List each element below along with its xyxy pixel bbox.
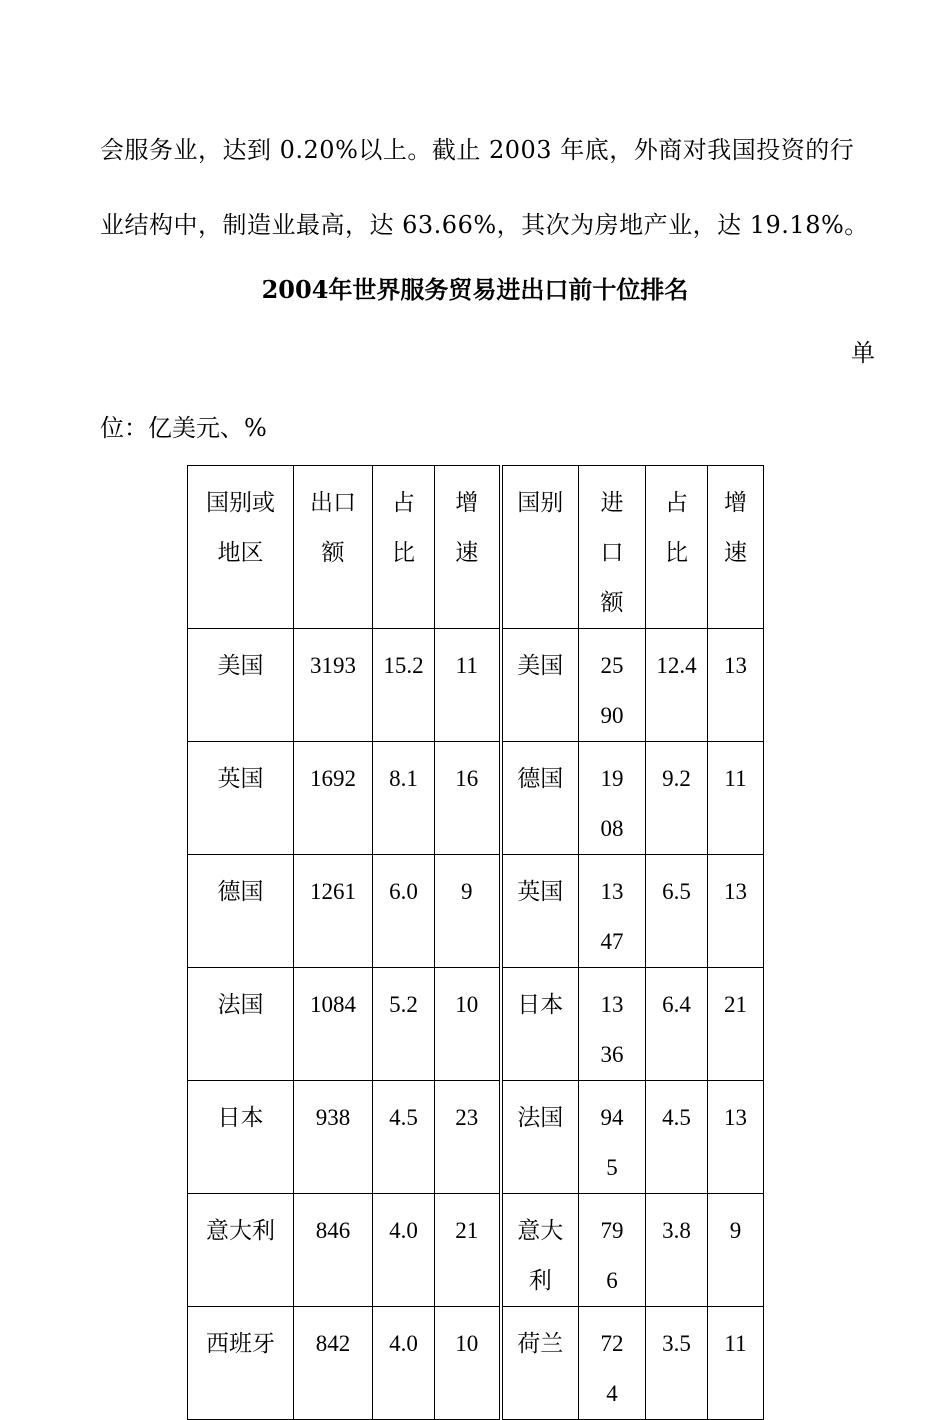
cell-imp-amount-text: 1908 (600, 766, 624, 841)
cell-exp-share (373, 1081, 435, 1194)
header-exp-country (188, 466, 294, 629)
cell-imp-country-text: 德国 (517, 766, 564, 791)
cell-imp-share (646, 742, 708, 855)
cell-imp-growth-text: 13 (724, 653, 747, 678)
cell-exp-share-text: 4.0 (389, 1331, 418, 1356)
cell-exp-country (188, 855, 294, 968)
cell-imp-share (646, 855, 708, 968)
cell-imp-amount (579, 1307, 646, 1420)
cell-imp-amount (579, 742, 646, 855)
cell-exp-growth (435, 855, 501, 968)
cell-imp-amount-text: 796 (600, 1218, 624, 1293)
cell-exp-growth (435, 1081, 501, 1194)
cell-imp-share-text: 12.4 (656, 653, 697, 678)
cell-imp-share-text: 4.5 (662, 1105, 691, 1130)
cell-exp-growth (435, 629, 501, 742)
cell-exp-share-text: 8.1 (389, 766, 418, 791)
cell-imp-growth-text: 11 (724, 766, 747, 791)
cell-imp-share (646, 1307, 708, 1420)
cell-exp-share (373, 968, 435, 1081)
cell-exp-country (188, 1194, 294, 1307)
cell-exp-country (188, 968, 294, 1081)
cell-exp-country (188, 1307, 294, 1420)
cell-exp-growth-text: 10 (455, 992, 479, 1017)
cell-imp-growth-text: 9 (729, 1218, 742, 1243)
cell-exp-amount-text: 846 (315, 1218, 351, 1243)
header-exp-share (373, 466, 435, 629)
cell-imp-country-text: 荷兰 (517, 1331, 564, 1356)
cell-imp-country (501, 629, 579, 742)
cell-exp-amount (294, 968, 373, 1081)
cell-exp-share-text: 4.5 (389, 1105, 418, 1130)
cell-exp-share (373, 855, 435, 968)
table-row (188, 968, 764, 1081)
cell-exp-country-text: 日本 (217, 1105, 264, 1130)
table-row (188, 742, 764, 855)
cell-exp-country-text: 意大利 (206, 1218, 275, 1243)
cell-imp-growth (708, 1307, 764, 1420)
cell-imp-country-text: 法国 (517, 1105, 564, 1130)
cell-exp-share (373, 1194, 435, 1307)
cell-imp-share (646, 1081, 708, 1194)
cell-imp-growth (708, 1194, 764, 1307)
cell-exp-country (188, 742, 294, 855)
cell-imp-amount-text: 945 (600, 1105, 624, 1180)
header-row (188, 466, 764, 629)
cell-exp-growth (435, 1194, 501, 1307)
cell-imp-amount (579, 968, 646, 1081)
cell-exp-amount-text: 1261 (310, 879, 356, 904)
cell-imp-amount-text: 1336 (600, 992, 624, 1067)
cell-exp-amount (294, 742, 373, 855)
cell-imp-share-text: 9.2 (662, 766, 691, 791)
header-imp-growth-text: 增速 (724, 490, 747, 565)
cell-imp-share-text: 3.8 (662, 1218, 691, 1243)
cell-exp-amount (294, 1081, 373, 1194)
cell-imp-growth (708, 629, 764, 742)
cell-exp-share-text: 4.0 (389, 1218, 418, 1243)
cell-imp-share-text: 6.5 (662, 879, 691, 904)
cell-exp-growth-text: 23 (455, 1105, 479, 1130)
unit-label-part-1: 单 (851, 339, 875, 367)
cell-exp-country-text: 西班牙 (206, 1331, 275, 1356)
header-imp-country-text: 国别 (517, 490, 564, 515)
cell-imp-amount-text: 1347 (600, 879, 624, 954)
paragraph-line-1: 会服务业，达到 0.20%以上。截止 2003 年底，外商对我国投资的行 (100, 136, 855, 164)
cell-exp-growth-text: 10 (455, 1331, 479, 1356)
table-row (188, 855, 764, 968)
header-imp-amount-text: 进口额 (600, 490, 624, 615)
cell-imp-country (501, 855, 579, 968)
cell-exp-growth (435, 742, 501, 855)
cell-exp-country-text: 德国 (217, 879, 264, 904)
cell-imp-growth-text: 13 (724, 1105, 747, 1130)
cell-imp-growth (708, 968, 764, 1081)
cell-exp-amount-text: 1692 (310, 766, 356, 791)
cell-exp-growth (435, 968, 501, 1081)
header-imp-country (501, 466, 579, 629)
cell-imp-growth-text: 11 (724, 1331, 747, 1356)
header-exp-growth (435, 466, 501, 629)
cell-exp-growth-text: 11 (455, 653, 478, 678)
table-row (188, 1307, 764, 1420)
cell-imp-growth (708, 742, 764, 855)
cell-exp-share-text: 15.2 (383, 653, 424, 678)
cell-imp-share-text: 3.5 (662, 1331, 691, 1356)
header-exp-amount-text: 出口额 (310, 490, 356, 565)
cell-imp-growth-text: 21 (724, 992, 747, 1017)
header-exp-share-text: 占比 (392, 490, 415, 565)
cell-imp-country (501, 742, 579, 855)
cell-imp-country-text: 意大利 (517, 1218, 564, 1293)
header-imp-amount (579, 466, 646, 629)
cell-imp-share (646, 1194, 708, 1307)
cell-exp-country-text: 法国 (217, 992, 264, 1017)
paragraph-line-2: 业结构中，制造业最高，达 63.66%，其次为房地产业，达 19.18%。 (100, 211, 869, 239)
cell-imp-country (501, 1081, 579, 1194)
cell-imp-growth-text: 13 (724, 879, 747, 904)
cell-exp-growth-text: 21 (455, 1218, 479, 1243)
cell-imp-amount (579, 1081, 646, 1194)
cell-imp-country (501, 968, 579, 1081)
cell-imp-share-text: 6.4 (662, 992, 691, 1017)
cell-imp-amount (579, 1194, 646, 1307)
cell-exp-growth (435, 1307, 501, 1420)
cell-exp-share-text: 5.2 (389, 992, 418, 1017)
cell-exp-amount (294, 629, 373, 742)
header-imp-share-text: 占比 (665, 490, 688, 565)
header-imp-share (646, 466, 708, 629)
header-imp-growth (708, 466, 764, 629)
header-exp-country-text: 国别或地区 (206, 490, 275, 565)
unit-label-part-2: 位：亿美元、% (100, 414, 267, 442)
cell-imp-growth (708, 1081, 764, 1194)
table-row (188, 1194, 764, 1307)
cell-imp-amount-text: 724 (600, 1331, 624, 1406)
cell-imp-share (646, 629, 708, 742)
cell-imp-amount (579, 629, 646, 742)
cell-exp-country-text: 美国 (217, 653, 264, 678)
cell-exp-amount-text: 1084 (310, 992, 356, 1017)
cell-imp-country-text: 美国 (517, 653, 564, 678)
cell-exp-amount-text: 842 (315, 1331, 351, 1356)
cell-imp-country (501, 1307, 579, 1420)
cell-imp-share (646, 968, 708, 1081)
cell-exp-share (373, 629, 435, 742)
cell-exp-amount-text: 3193 (310, 653, 356, 678)
cell-exp-share (373, 742, 435, 855)
cell-exp-share-text: 6.0 (389, 879, 418, 904)
cell-exp-growth-text: 9 (461, 879, 473, 904)
cell-exp-amount (294, 1194, 373, 1307)
table-title: 2004年世界服务贸易进出口前十位排名 (261, 275, 689, 304)
cell-exp-share (373, 1307, 435, 1420)
cell-exp-country (188, 629, 294, 742)
table-body (188, 466, 764, 1420)
header-exp-growth-text: 增速 (455, 490, 479, 565)
cell-imp-country (501, 1194, 579, 1307)
cell-exp-country-text: 英国 (217, 766, 264, 791)
cell-imp-country-text: 日本 (517, 992, 564, 1017)
cell-imp-amount-text: 2590 (600, 653, 624, 728)
cell-imp-growth (708, 855, 764, 968)
trade-ranking-table (187, 465, 764, 1420)
table-row (188, 629, 764, 742)
cell-exp-amount (294, 855, 373, 968)
cell-exp-growth-text: 16 (455, 766, 479, 791)
table-row (188, 1081, 764, 1194)
cell-imp-country-text: 英国 (517, 879, 564, 904)
cell-exp-country (188, 1081, 294, 1194)
cell-exp-amount (294, 1307, 373, 1420)
header-exp-amount (294, 466, 373, 629)
cell-imp-amount (579, 855, 646, 968)
cell-exp-amount-text: 938 (315, 1105, 351, 1130)
